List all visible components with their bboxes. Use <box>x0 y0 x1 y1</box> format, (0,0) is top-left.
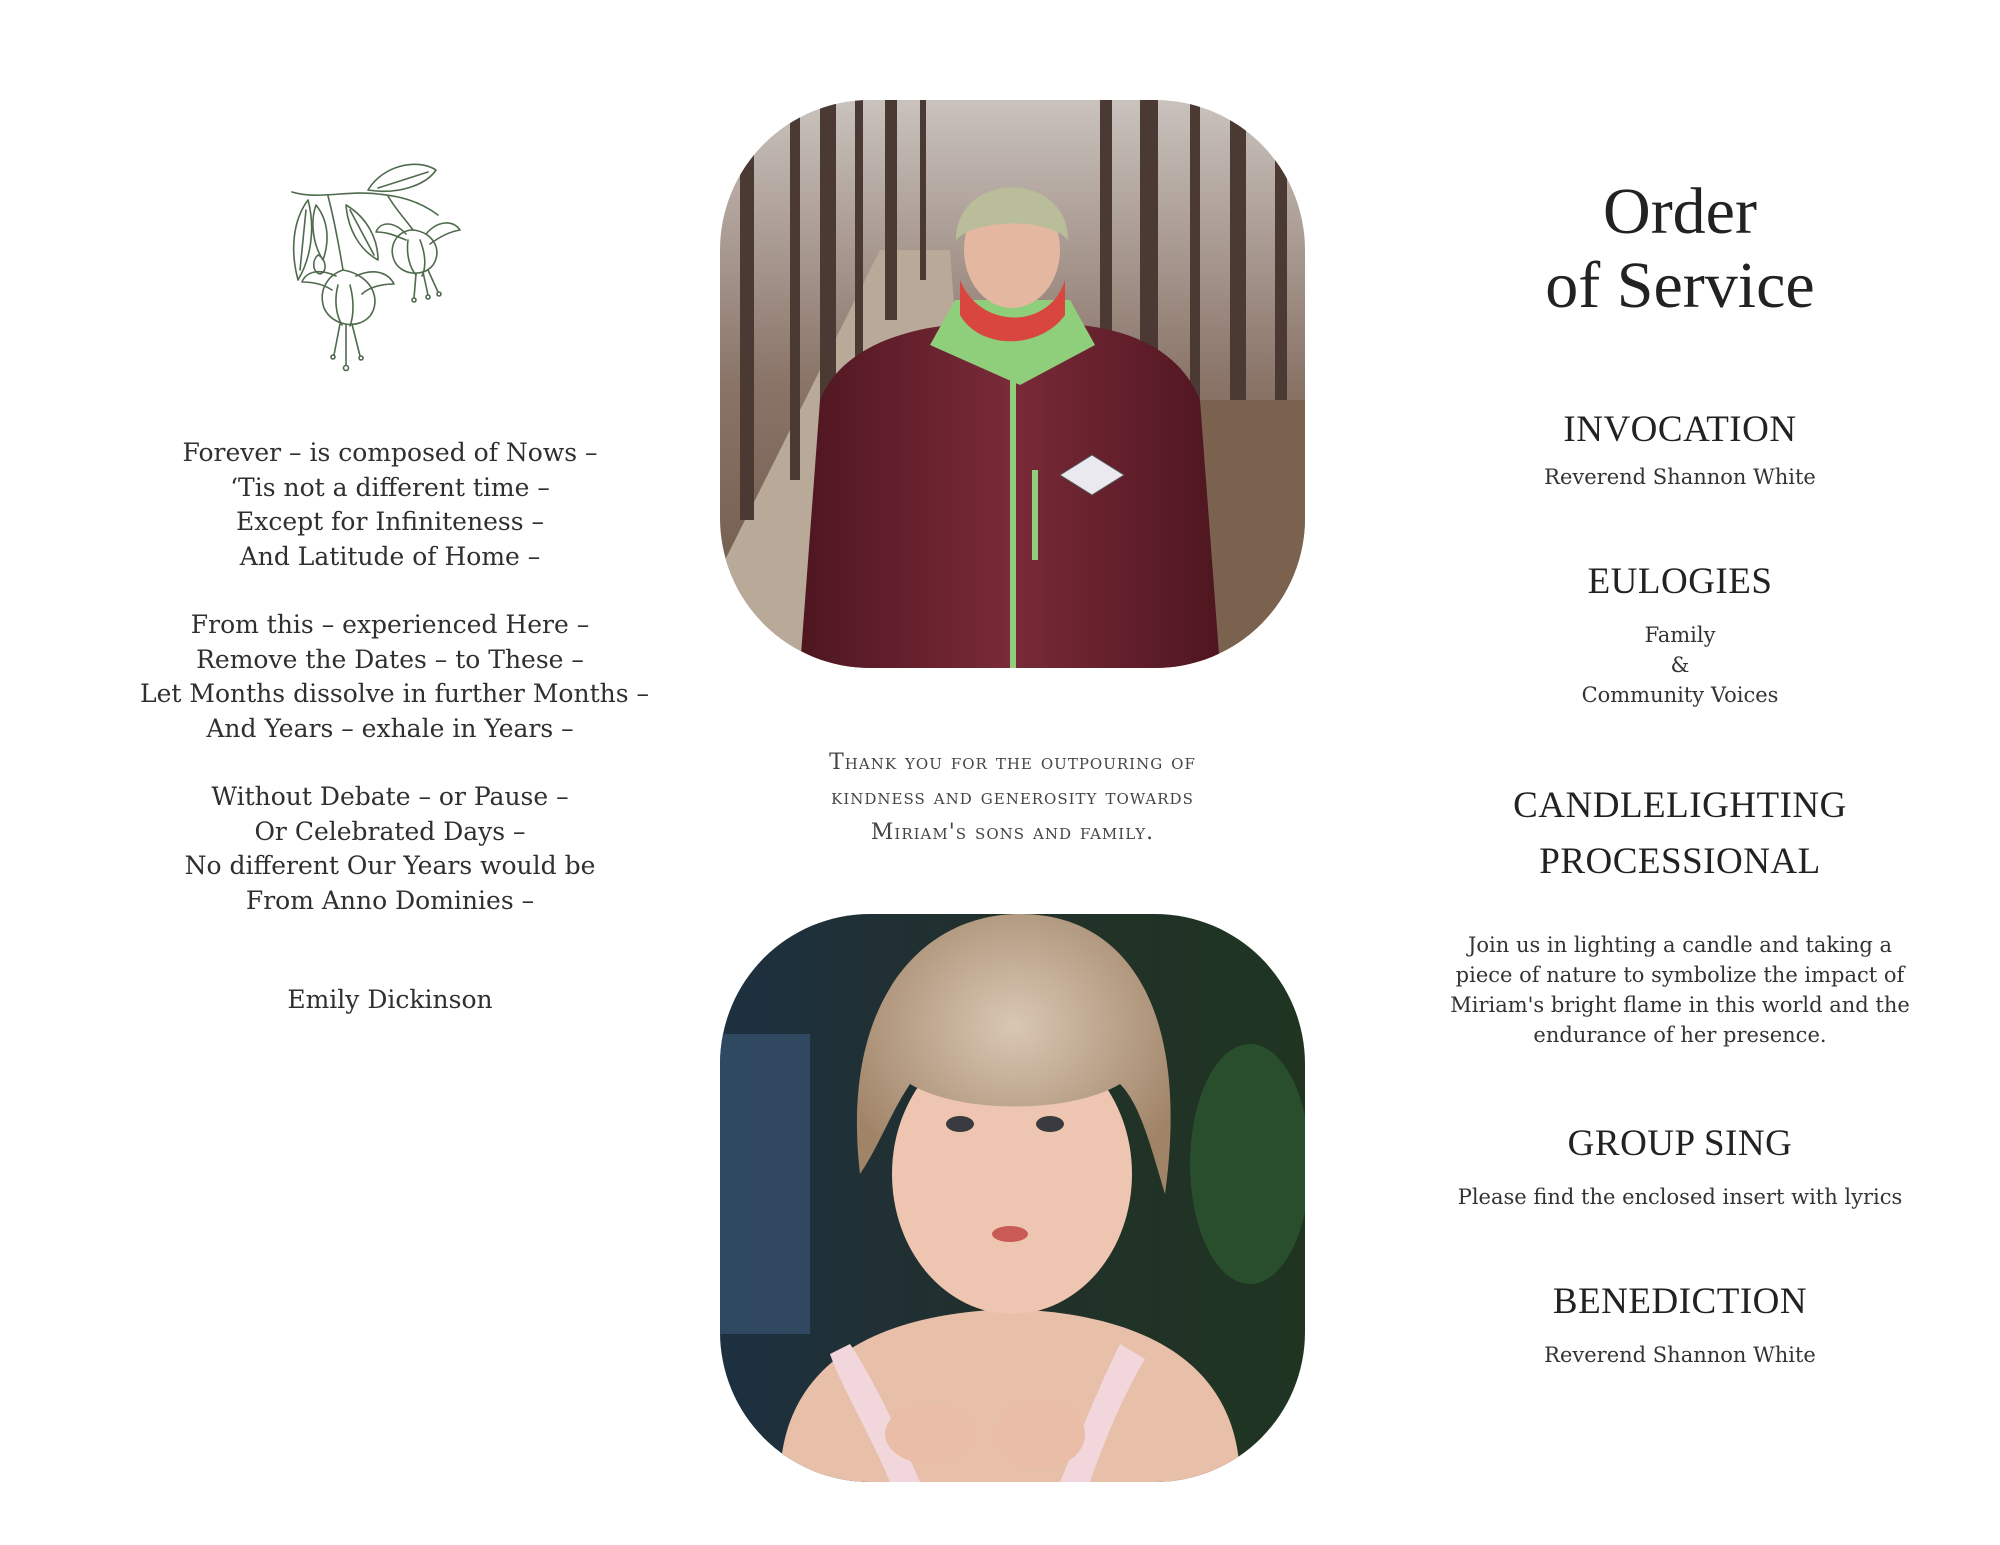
poem-line: From Anno Dominies – <box>245 885 535 915</box>
photo-woman-in-forest <box>720 100 1305 668</box>
section-benediction <box>1440 1274 1920 1370</box>
poem-line: No different Our Years would be <box>184 851 596 880</box>
title-line: of Service <box>1545 249 1815 322</box>
poem-line: And Latitude of Home – <box>239 541 541 571</box>
section-text: Please find the enclosed insert with lyrics <box>1457 1185 1903 1209</box>
thank-you-line: kindness and generosity towards <box>831 785 1194 810</box>
poem-line: Or Celebrated Days – <box>254 816 526 846</box>
poem-author: Emily Dickinson <box>287 985 493 1014</box>
poem-line: From this – experienced Here – <box>190 610 590 639</box>
section-heading: EULOGIES <box>1587 561 1773 602</box>
section-line: Join us in lighting a candle and taking a <box>1467 933 1893 957</box>
photo-child-image <box>720 914 1305 1482</box>
section-text: Reverend Shannon White <box>1544 465 1816 489</box>
title-line: Order <box>1603 175 1757 248</box>
poem-stanza-1 <box>140 436 640 574</box>
section-line: piece of nature to symbolize the impact of <box>1455 963 1905 987</box>
section-heading: INVOCATION <box>1563 409 1797 450</box>
section-invocation <box>1440 402 1920 492</box>
poem-line: Remove the Dates – to These – <box>196 644 584 674</box>
photo-woman-in-forest-image <box>720 100 1305 668</box>
section-line: Miriam's bright flame in this world and the <box>1450 993 1910 1017</box>
fuchsia-flower-icon <box>288 160 498 410</box>
poem-stanza-3 <box>140 780 640 918</box>
section-group-sing <box>1440 1116 1920 1212</box>
photo-child <box>720 914 1305 1482</box>
poem <box>140 436 649 952</box>
order-of-service-title <box>1440 175 1920 323</box>
thank-you-line: Miriam's sons and family. <box>870 820 1155 845</box>
poem-line: ‘Tis not a different time – <box>230 472 550 502</box>
section-heading: BENEDICTION <box>1552 1281 1808 1322</box>
poem-stanza-2 <box>140 608 649 746</box>
poem-line: Let Months dissolve in further Months – <box>140 679 649 708</box>
section-text <box>1440 620 1920 710</box>
section-text: Reverend Shannon White <box>1544 1343 1816 1367</box>
poem-line: Forever – is composed of Nows – <box>182 438 598 467</box>
thank-you-line: Thank you for the outpouring of <box>829 750 1196 775</box>
section-line: & <box>1670 653 1690 677</box>
section-heading: GROUP SING <box>1567 1123 1793 1164</box>
section-candlelighting-processional <box>1440 778 1920 1050</box>
poem-line: Without Debate – or Pause – <box>211 782 569 811</box>
section-line: Community Voices <box>1581 683 1779 707</box>
poem-line: Except for Infiniteness – <box>236 507 544 536</box>
section-line: Family <box>1644 623 1716 647</box>
section-line: endurance of her presence. <box>1533 1023 1827 1047</box>
poem-line: And Years – exhale in Years – <box>206 713 574 743</box>
section-text <box>1440 930 1920 1050</box>
section-heading: PROCESSIONAL <box>1539 841 1821 882</box>
section-heading: CANDLELIGHTING <box>1513 785 1847 826</box>
thank-you-note <box>720 745 1305 850</box>
section-eulogies <box>1440 554 1920 710</box>
